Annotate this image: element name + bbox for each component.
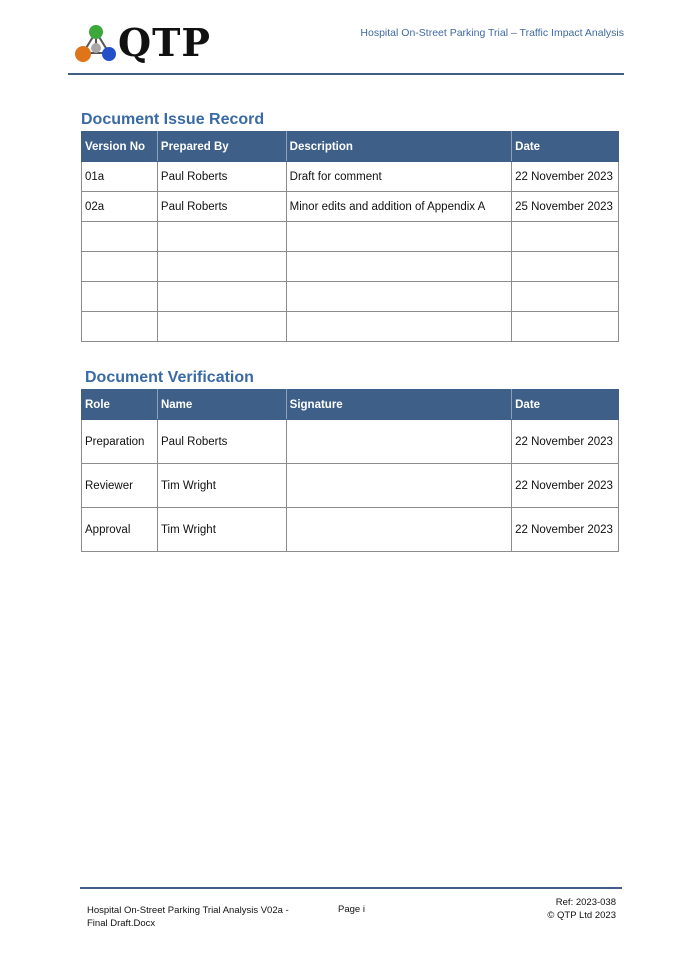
table-row xyxy=(82,282,619,312)
table-row xyxy=(82,222,619,252)
table-header-row xyxy=(82,132,619,162)
table-row xyxy=(82,312,619,342)
table-cell xyxy=(512,252,619,282)
footer-filename: Hospital On-Street Parking Trial Analysis V02a - Final Draft.Docx xyxy=(87,905,289,929)
table-cell xyxy=(157,252,286,282)
table-cell: 01a xyxy=(82,162,158,192)
company-logo xyxy=(74,20,214,65)
footer-divider xyxy=(80,887,622,889)
table-cell: Reviewer xyxy=(82,464,158,508)
signature-cell xyxy=(286,508,511,552)
table-cell xyxy=(286,282,511,312)
copyright-notice: © QTP Ltd 2023 xyxy=(547,910,616,921)
table-cell: Tim Wright xyxy=(157,464,286,508)
table-cell xyxy=(157,312,286,342)
header-divider xyxy=(68,73,624,75)
column-header: Version No xyxy=(82,132,158,162)
table-cell xyxy=(286,312,511,342)
verification-table xyxy=(81,389,619,552)
column-header: Prepared By xyxy=(157,132,286,162)
table-cell: Paul Roberts xyxy=(157,162,286,192)
column-header: Name xyxy=(157,390,286,420)
column-header: Role xyxy=(82,390,158,420)
table-cell xyxy=(512,312,619,342)
table-cell: 22 November 2023 xyxy=(512,162,619,192)
table-row xyxy=(82,162,619,192)
table-cell: Paul Roberts xyxy=(157,192,286,222)
column-header: Date xyxy=(512,132,619,162)
table-cell: Preparation xyxy=(82,420,158,464)
table-cell: Tim Wright xyxy=(157,508,286,552)
page-number: Page i xyxy=(338,904,365,915)
table-cell: Minor edits and addition of Appendix A xyxy=(286,192,511,222)
issue-record-table xyxy=(81,131,619,342)
table-header-row xyxy=(82,390,619,420)
table-cell xyxy=(286,252,511,282)
table-cell: Draft for comment xyxy=(286,162,511,192)
logo-text: QTP xyxy=(118,20,211,65)
table-cell xyxy=(157,282,286,312)
footer-ref-block xyxy=(547,896,616,922)
table-cell xyxy=(512,222,619,252)
column-header: Signature xyxy=(286,390,511,420)
table-cell xyxy=(157,222,286,252)
verification-title: Document Verification xyxy=(85,369,254,386)
table-cell xyxy=(82,252,158,282)
signature-cell xyxy=(286,464,511,508)
table-cell: 22 November 2023 xyxy=(512,420,619,464)
table-cell xyxy=(512,282,619,312)
table-row xyxy=(82,192,619,222)
table-cell: 02a xyxy=(82,192,158,222)
issue-record-title: Document Issue Record xyxy=(81,111,265,128)
table-cell: Approval xyxy=(82,508,158,552)
table-row xyxy=(82,464,619,508)
document-header-title: Hospital On-Street Parking Trial – Traffic Impact Analysis xyxy=(360,27,624,39)
table-row xyxy=(82,508,619,552)
table-cell: 22 November 2023 xyxy=(512,508,619,552)
table-cell xyxy=(286,222,511,252)
table-cell xyxy=(82,312,158,342)
reference-number: Ref: 2023-038 xyxy=(555,897,616,908)
table-cell: 25 November 2023 xyxy=(512,192,619,222)
molecule-logo-icon xyxy=(74,24,118,64)
signature-cell xyxy=(286,420,511,464)
table-cell xyxy=(82,282,158,312)
column-header: Date xyxy=(512,390,619,420)
column-header: Description xyxy=(286,132,511,162)
table-cell xyxy=(82,222,158,252)
table-row xyxy=(82,420,619,464)
table-cell: Paul Roberts xyxy=(157,420,286,464)
table-row xyxy=(82,252,619,282)
table-cell: 22 November 2023 xyxy=(512,464,619,508)
